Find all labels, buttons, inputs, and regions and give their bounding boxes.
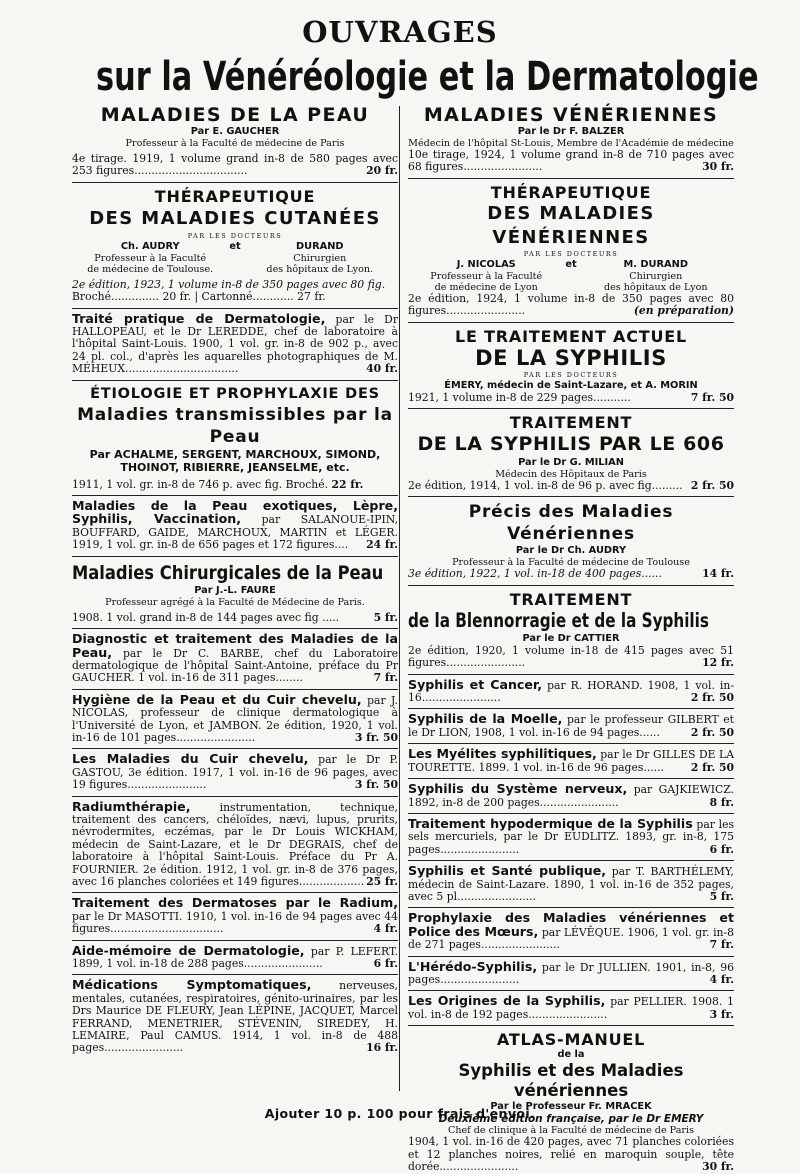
- entry-diagnostic: [72, 633, 398, 685]
- entry-edition: 4e tirage. 1919, 1 volume grand in-8 de 580 pages avec 253 figures................................. 20 fr.: [72, 152, 398, 178]
- entry-price: 7 fr.: [709, 938, 734, 952]
- entry-author: Par le Dr Ch. AUDRY: [515, 545, 627, 557]
- entry-role: Professeur à la Faculté de médecine de Toulouse: [452, 557, 690, 569]
- entry-author: Par le Professeur Fr. MRACEK: [490, 1101, 652, 1113]
- entry-hygiene: [72, 691, 398, 745]
- entry-myelites: [408, 748, 734, 774]
- entry-author: Par E. GAUCHER: [190, 126, 280, 137]
- entry-systeme-nerveux: [408, 783, 734, 809]
- footer-note: Ajouter 10 p. 100 pour frais d'envoi.: [264, 1106, 536, 1121]
- entry-par: PAR LES DOCTEURS: [523, 249, 619, 258]
- entry-title: MALADIES VÉNÉRIENNES: [423, 104, 719, 126]
- entry-price: 2 fr. 50: [690, 725, 734, 739]
- entry-role: des hôpitaux de Lyon: [603, 281, 708, 293]
- right-column: [408, 104, 734, 1174]
- entry-lead: Les Myélites syphilitiques,: [408, 746, 597, 762]
- entry-subtitle: Maladies transmissibles par la Peau: [77, 404, 393, 447]
- entry-lead: Maladies de la Peau exotiques, Lèpre, Syphilis, Vaccination,: [72, 498, 398, 527]
- entry-subtitle: DE LA SYPHILIS PAR LE 606: [417, 433, 725, 456]
- entry-et: et: [565, 258, 577, 270]
- entry-role: de médecine de Toulouse.: [87, 263, 214, 275]
- entry-par: PAR LES DOCTEURS: [187, 231, 283, 240]
- entry-subtitle: DES MALADIES VÉNÉRIENNES: [487, 202, 655, 248]
- entry-edition: 1911, 1 vol. gr. in-8 de 746 p. avec fig. Broché. 22 fr.: [72, 477, 364, 491]
- entry-role: Chirurgien: [629, 270, 683, 282]
- entry-lead: Traitement des Dermatoses par le Radium,: [72, 895, 398, 911]
- entry-medications: [72, 979, 398, 1054]
- entry-price: 14 fr.: [702, 567, 734, 581]
- entry-title: Précis des Maladies Vénériennes: [468, 502, 674, 545]
- entry-title: TRAITEMENT: [509, 589, 633, 609]
- entry-price: 5 fr.: [709, 889, 734, 903]
- entry-price: 3 fr.: [709, 1007, 734, 1021]
- entry-edition: 10e tirage, 1924, 1 volume grand in-8 de 710 pages avec 68 figures....................... 30 fr.: [408, 148, 734, 174]
- entry-atlas-manuel: [408, 1030, 734, 1174]
- entry-role: des hôpitaux de Lyon.: [266, 263, 374, 275]
- entry-author: Par le Dr G. MILIAN: [518, 457, 624, 469]
- entry-subtitle: Syphilis et des Maladies vénériennes: [458, 1061, 684, 1101]
- entry-role: Professeur à la Faculté de médecine de Paris: [125, 138, 345, 149]
- entry-maladies-veneriennes: [408, 104, 734, 174]
- entry-title: ÉTIOLOGIE ET PROPHYLAXIE DES: [90, 385, 380, 402]
- entry-lead: Syphilis du Système nerveux,: [408, 781, 628, 797]
- entry-title: THÉRAPEUTIQUE: [154, 186, 316, 206]
- entry-text: par T. BARTHÉLEMY, médecin de Saint-Lazare. 1890, 1 vol. in-16 de 352 pages, avec 5 pl.......................: [408, 865, 734, 903]
- entry-edition: 2e édition, 1914, 1 vol. in-8 de 96 p. avec fig......... 2 fr. 50: [408, 479, 734, 493]
- entry-author: Par J.-L. FAURE: [194, 584, 276, 596]
- entry-text: par J. NICOLAS, professeur de clinique dermatologique à l'Université de Lyon, et JAMBON. 2e édition, 1920, 1 vol. in-16 de 101 pages.......................: [72, 693, 398, 744]
- entry-price: 8 fr.: [709, 795, 734, 809]
- entry-sante-publique: [408, 865, 734, 903]
- entry-lead: Aide-mémoire de Dermatologie,: [72, 942, 305, 958]
- entry-edition: 3e édition, 1922, 1 vol. in-18 de 400 pages...... 14 fr.: [408, 567, 734, 581]
- entry-price: 22 fr.: [331, 477, 364, 491]
- entry-price: 2 fr. 50: [690, 760, 734, 774]
- entry-traitement-actuel: [408, 327, 734, 404]
- entry-price: 6 fr.: [373, 957, 398, 971]
- entry-price: (en préparation): [633, 304, 734, 318]
- entry-text: par le Dr GILLES DE LA TOURETTE. 1899. 1 vol. in-16 de 96 pages......: [408, 748, 734, 774]
- entry-role: Médecin de l'hôpital St-Louis, Membre de l'Académie de médecine: [408, 138, 734, 149]
- entry-maladies-peau: [72, 104, 398, 178]
- entry-syphilis-cancer: [408, 676, 734, 705]
- entry-chirurgicales: [72, 561, 398, 624]
- entry-role: Professeur à la Faculté: [430, 270, 543, 282]
- entry-title: Maladies Chirurgicales de la Peau: [72, 561, 384, 584]
- entry-price: 16 fr.: [366, 1041, 398, 1055]
- entry-lead: Médications Symptomatiques,: [72, 977, 312, 993]
- entry-edition-note: Deuxième édition française, par le Dr EMERY: [438, 1113, 704, 1126]
- entry-price: 3 fr. 50: [354, 730, 398, 744]
- entry-text: par le Dr C. BARBE, chef du Laboratoire dermatologique de l'hôpital Saint-Antoine, préface du Pr GAUCHER. 1 vol. in-16 de 311 pages........: [72, 646, 398, 685]
- entry-edition: 1921, 1 volume in-8 de 229 pages........... 7 fr. 50: [408, 390, 734, 404]
- entry-price: 3 fr. 50: [354, 778, 398, 792]
- entry-price: 7 fr.: [373, 671, 398, 685]
- left-column: [72, 104, 398, 1055]
- entry-text: par le Dr P. GASTOU, 3e édition. 1917, 1 vol. in-16 de 96 pages, avec 19 figures.......................: [72, 753, 398, 792]
- entry-lead: Syphilis et Santé publique,: [408, 863, 607, 879]
- entry-text: instrumentation, technique, traitement des cancers, chéloïdes, nævi, lupus, prurits, névrodermites, eczémas, par le Dr Louis WICKHAM, médecin de Saint-Lazare, et le Dr DEGRAIS, chef de laboratoire à l'hôpital Saint-Louis. Préface du Pr A. FOURNIER. 2e édition. 1912, 1 vol. gr. in-8 de 376 pages, avec 16 planches coloriées et 149 figures...................: [72, 800, 398, 888]
- entry-606: [408, 413, 734, 492]
- entry-syphilis-moelle: [408, 713, 734, 739]
- entry-therapeutique-veneriennes: [408, 183, 734, 318]
- entry-par: PAR LES DOCTEURS: [523, 370, 619, 379]
- entry-heredo-syphilis: [408, 958, 735, 987]
- entry-radiumtherapie: [72, 798, 398, 889]
- entry-text: par le Dr MASOTTI. 1910, 1 vol. in-16 de 94 pages avec 44 figures.................................: [72, 909, 398, 936]
- entry-title-de-la: de la: [557, 1049, 585, 1061]
- entry-subtitle: DE LA SYPHILIS: [475, 345, 667, 370]
- entry-price: 12 fr.: [702, 656, 734, 670]
- entry-title: ATLAS-MANUEL: [496, 1030, 646, 1050]
- entry-price: 20 fr.: [366, 164, 398, 178]
- entry-text: par P. LEFERT. 1899, 1 vol. in-18 de 288 pages.......................: [72, 944, 398, 971]
- entry-text: nerveuses, mentales, cutanées, respiratoires, génito-urinaires, par les Drs Maurice DE FLEURY, Jean LÉPINE, JACQUET, Marcel FERRAND, MENETRIER, STÉVENIN, SIREDEY, H. LEMAIRE, Paul CAMUS. 1914, 1 vol. in-8 de 488 pages.......................: [72, 979, 398, 1055]
- entry-blennorragie: [408, 590, 734, 670]
- entry-et: et: [229, 240, 241, 252]
- entry-lead: L'Hérédo-Syphilis,: [408, 958, 538, 974]
- entry-author: Par le Dr F. BALZER: [517, 126, 625, 137]
- entry-aide-memoire: [72, 942, 398, 971]
- entry-lead: Traitement hypodermique de la Syphilis: [408, 815, 693, 831]
- entry-price: 40 fr.: [366, 362, 398, 376]
- entry-origines: [408, 995, 734, 1021]
- entry-text: par GAJKIEWICZ. 1892, in-8 de 200 pages.......................: [408, 783, 734, 809]
- entry-lead: Radiumthérapie,: [72, 798, 191, 814]
- entry-subtitle: de la Blennorragie et de la Syphilis: [408, 608, 709, 632]
- entry-dermatoses-radium: [72, 897, 398, 935]
- entry-edition: 1908. 1 vol. grand in-8 de 144 pages avec fig ..... 5 fr.: [72, 610, 398, 624]
- header-title: OUVRAGES: [302, 15, 498, 49]
- entry-prices: Broché.............. 20 fr. | Cartonné............ 27 fr.: [72, 290, 326, 304]
- entry-lead: Les Origines de la Syphilis,: [408, 993, 606, 1009]
- entry-text: par LÉVÊQUE. 1906, 1 vol. gr. in-8 de 271 pages.......................: [408, 925, 734, 952]
- entry-etiologie: [72, 385, 398, 491]
- entry-author: J. NICOLAS: [456, 258, 516, 270]
- entry-price: 2 fr. 50: [690, 479, 734, 493]
- entry-prophylaxie: [408, 912, 734, 951]
- entry-authors: ÉMERY, médecin de Saint-Lazare, et A. MORIN: [444, 379, 698, 391]
- entry-lead: Syphilis de la Moelle,: [408, 711, 563, 727]
- entry-cuir-chevelu: [72, 753, 398, 791]
- entry-role: Professeur à la Faculté: [94, 252, 207, 264]
- entry-lead: Prophylaxie des Maladies vénériennes et Police des Mœurs,: [408, 910, 734, 939]
- entry-price: 5 fr.: [373, 610, 398, 624]
- entry-hypodermique: [408, 815, 734, 856]
- entry-title: THÉRAPEUTIQUE: [490, 182, 652, 202]
- entry-precis: [408, 501, 734, 580]
- entry-title: MALADIES DE LA PEAU: [100, 104, 370, 126]
- entry-author: DURAND: [295, 240, 344, 252]
- entry-text: par le professeur GILBERT et le Dr LION, 1908, 1 vol. in-16 de 94 pages......: [408, 713, 734, 739]
- entry-lead: Diagnostic et traitement des Maladies de la Peau,: [72, 631, 398, 660]
- entry-title: LE TRAITEMENT ACTUEL: [455, 326, 687, 346]
- entry-lead: Traité pratique de Dermatologie,: [72, 310, 326, 326]
- entry-price: 30 fr.: [702, 1160, 734, 1174]
- entry-author: M. DURAND: [623, 258, 688, 270]
- entry-price: 4 fr.: [709, 972, 734, 986]
- entry-traite-pratique: [72, 310, 398, 376]
- entry-role: Professeur agrégé à la Faculté de Médecine de Paris.: [105, 596, 365, 608]
- entry-price: 6 fr.: [709, 842, 734, 856]
- column-divider: [399, 106, 400, 1091]
- entry-edition: 2e édition, 1924, 1 volume in-8 de 350 pages avec 80 figures....................... (en préparation): [408, 291, 734, 318]
- entry-lead: Les Maladies du Cuir chevelu,: [72, 751, 309, 767]
- entry-text: par les sels mercuriels, par le Dr EUDLITZ. 1893, gr. in-8, 175 pages.......................: [408, 817, 734, 856]
- entry-price: 30 fr.: [702, 160, 734, 174]
- entry-role: Chirurgien: [293, 252, 347, 264]
- entry-text: par le Dr HALLOPEAU, et le Dr LEREDDE, chef de laboratoire à l'hôpital Saint-Louis. 1900, 1 vol. gr. in-8 de 902 p., avec 24 pl. col., d'après les aquarelles photographiques de M. MÉHEUX.................................: [72, 312, 398, 376]
- header-subtitle: sur la Vénéréologie et la Dermatologie: [96, 54, 759, 100]
- entry-authors: Par ACHALME, SERGENT, MARCHOUX, SIMOND, THOINOT, RIBIERRE, JEANSELME, etc.: [89, 447, 381, 475]
- entry-lead: Hygiène de la Peau et du Cuir chevelu,: [72, 691, 362, 707]
- entry-text: par PELLIER. 1908. 1 vol. in-8 de 192 pages.......................: [408, 995, 734, 1021]
- entry-edition: 2e édition, 1920, 1 volume in-18 de 415 pages avec 51 figures....................... 12 fr.: [408, 643, 734, 670]
- entry-price: 24 fr.: [366, 538, 398, 552]
- entry-price: 7 fr. 50: [690, 390, 734, 404]
- entry-edition: 2e édition, 1923, 1 volume in-8 de 350 pages avec 80 fig.: [72, 277, 386, 291]
- entry-role: Médecin des Hôpitaux de Paris: [495, 469, 647, 481]
- entry-price: 25 fr.: [366, 875, 398, 888]
- entry-text: par le Dr JULLIEN. 1901, in-8, 96 pages.......................: [408, 960, 735, 986]
- entry-title: TRAITEMENT: [509, 413, 633, 433]
- entry-price: 4 fr.: [373, 922, 398, 936]
- entry-price: 2 fr. 50: [690, 691, 734, 705]
- entry-role: Chef de clinique à la Faculté de médecine de Paris: [447, 1125, 694, 1137]
- entry-author: Ch. AUDRY: [120, 240, 180, 252]
- entry-text: par SALANOUE-IPIN, BOUFFARD, GAIDE, MARCHOUX, MARTIN et LÉGER. 1919, 1 vol. gr. in-8 de 656 pages et 172 figures....: [72, 513, 399, 552]
- entry-edition: 1904, 1 vol. in-16 de 420 pages, avec 71 planches coloriées et 12 planches noires, relié en maroquin souple, tête dorée....................... 30 fr.: [408, 1135, 734, 1174]
- entry-therapeutique-cutanees: [72, 187, 398, 304]
- entry-subtitle: DES MALADIES CUTANÉES: [89, 207, 381, 229]
- entry-role: de médecine de Lyon: [434, 281, 538, 293]
- entry-exotiques: [72, 500, 398, 552]
- entry-lead: Syphilis et Cancer,: [408, 676, 543, 692]
- entry-author: Par le Dr CATTIER: [522, 632, 620, 644]
- entry-text: par R. HORAND. 1908, 1 vol. in-16.......................: [408, 678, 734, 705]
